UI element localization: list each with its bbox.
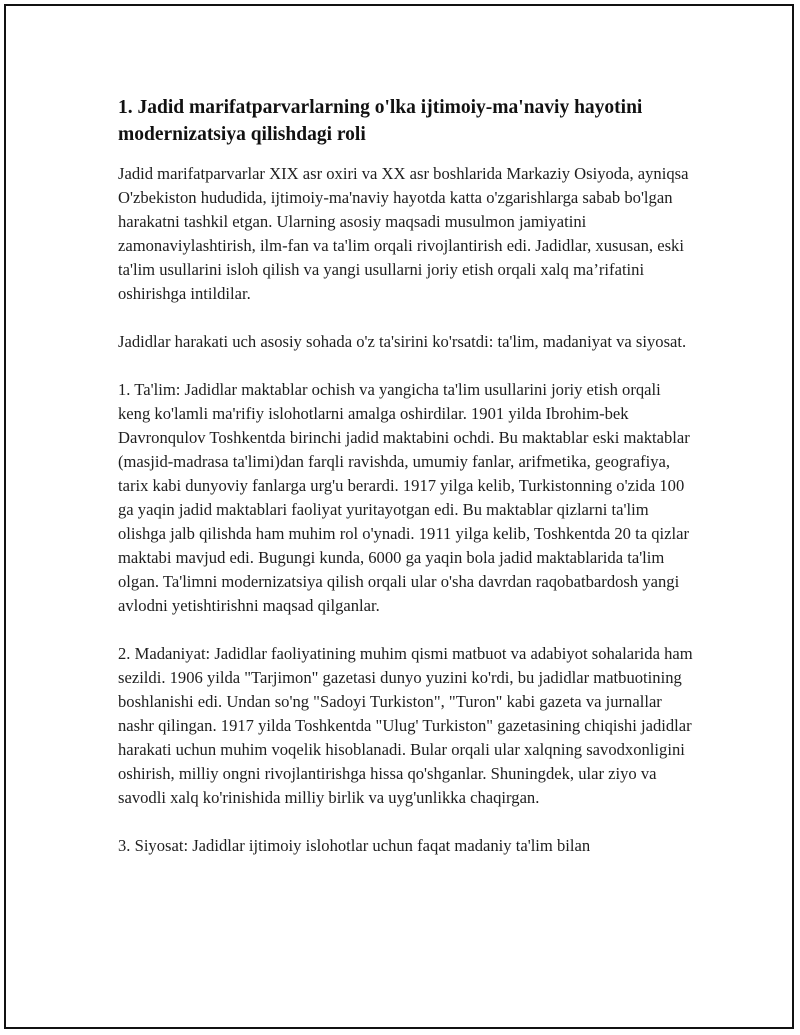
document-body: [118, 94, 693, 882]
paragraph-education: 1. Ta'lim: Jadidlar maktablar ochish va yangicha ta'lim usullarini joriy etish orqali keng ko'lamli ma'rifiy islohotlarni amalga oshirdilar. 1901 yilda Ibrohim-bek Davronqulov Toshkentda birinchi jadid maktabini ochdi. Bu maktablar eski maktablar (masjid-madrasa ta'limi)dan farqli ravishda, umumiy fanlar, arifmetika, geografiya, tarix kabi dunyoviy fanlarga urg'u berardi. 1917 yilga kelib, Turkistonning o'zida 100 ga yaqin jadid maktablari faoliyat yuritayotgan edi. Bu maktablar qizlarni ta'lim olishga jalb qilishda ham muhim rol o'ynadi. 1911 yilga kelib, Toshkentda 20 ta qizlar maktabi mavjud edi. Bugungi kunda, 6000 ga yaqin bola jadid maktablarida ta'lim olgan. Ta'limni modernizatsiya qilish orqali ular o'sha davrdan raqobatbardosh yangi avlodni yetishtirishni maqsad qilganlar.: [118, 380, 690, 615]
document-title: 1. Jadid marifatparvarlarning o'lka ijtimoiy-ma'naviy hayotini modernizatsiya qilishdagi roli: [118, 97, 643, 145]
paragraph-overview: Jadidlar harakati uch asosiy sohada o'z ta'sirini ko'rsatdi: ta'lim, madaniyat va siyosat.: [118, 332, 687, 351]
paragraph-intro: Jadid marifatparvarlar XIX asr oxiri va XX asr boshlarida Markaziy Osiyoda, ayniqsa O'zbekiston hududida, ijtimoiy-ma'naviy hayotda katta o'zgarishlarga sabab bo'lgan harakatni tashkil etgan. Ularning asosiy maqsadi musulmon jamiyatini zamonaviylashtirish, ilm-fan va ta'lim orqali rivojlantirish edi. Jadidlar, xususan, eski ta'lim usullarini isloh qilish va yangi usullarni joriy etish orqali xalq ma’rifatini oshirishga intildilar.: [118, 164, 689, 303]
paragraph-culture: 2. Madaniyat: Jadidlar faoliyatining muhim qismi matbuot va adabiyot sohalarida ham sezildi. 1906 yilda "Tarjimon" gazetasi dunyo yuzini ko'rdi, bu jadidlar matbuotining boshlanishi edi. Undan so'ng "Sadoyi Turkiston", "Turon" kabi gazeta va jurnallar nashr qilingan. 1917 yilda Toshkentda "Ulug' Turkiston" gazetasining chiqishi jadidlar harakati uchun muhim voqelik hisoblanadi. Bular orqali ular xalqning savodxonligini oshirish, milliy ongni rivojlantirishga hissa qo'shganlar. Shuningdek, ular ziyo va savodli xalq ko'rinishida milliy birlik va uyg'unlikka chaqirgan.: [118, 644, 693, 807]
paragraph-politics: 3. Siyosat: Jadidlar ijtimoiy islohotlar uchun faqat madaniy ta'lim bilan: [118, 836, 591, 855]
